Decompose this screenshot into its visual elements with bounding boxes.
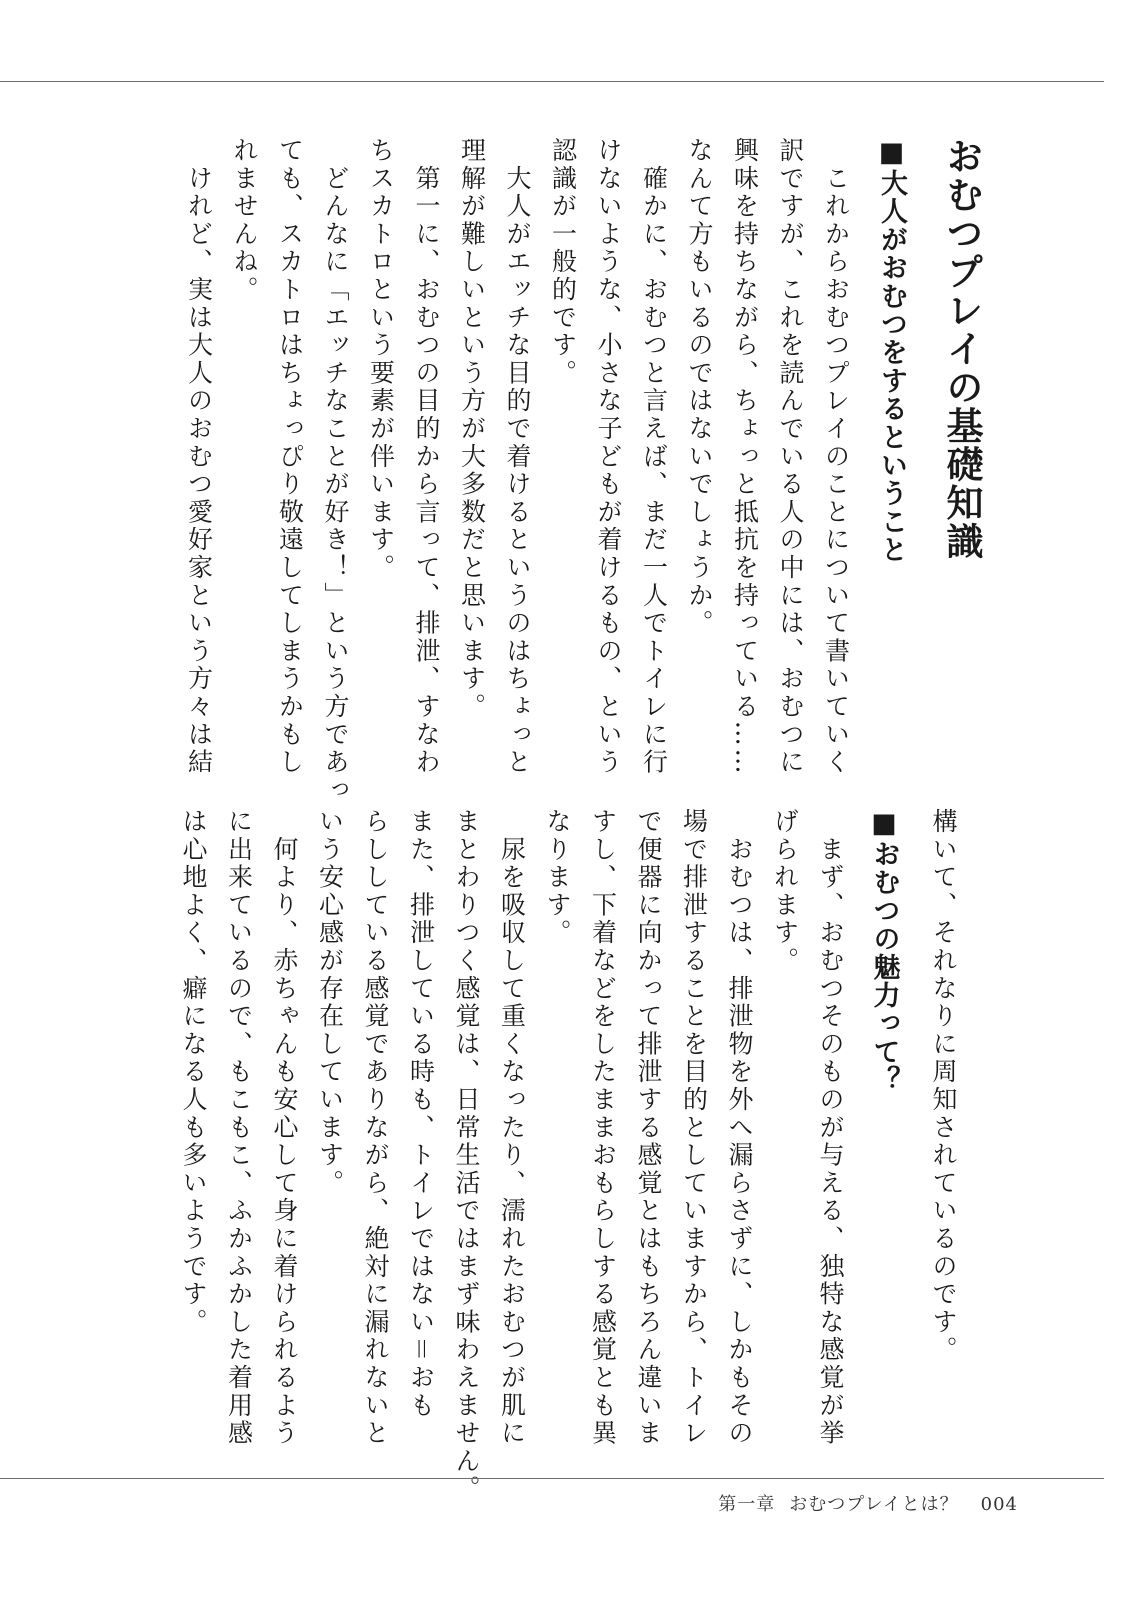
text-line: けれど、実は大人のおむつ愛好家という方々は結 [184,137,214,777]
section-1-block [176,137,992,805]
text-line: けないような、小さな子どもが着けるもの、という [594,137,623,777]
text-line: これからおむつプレイのことについて書いていく [821,137,851,777]
text-line: 何より、赤ちゃんも安心して身に着けられるよう [270,808,299,1448]
text-line: げられます。 [770,808,800,975]
spacer [859,137,869,757]
section-2-block [171,808,967,1503]
spacer [907,808,921,1438]
text-line: なんて方もいるのではないでしょうか。 [685,137,714,638]
text-line: まず、おむつそのものが与える、独特な感覚が挙 [816,808,845,1448]
continuation-line: 構いて、それなりに周知されているのです。 [929,808,958,1364]
text-line: 確かに、おむつと言えば、まだ一人でトイレに行 [639,137,669,777]
section-1-heading: ■大人がおむつをするということ [876,137,907,564]
text-line: いう安心感が存在しています。 [315,808,345,1198]
page-number: 004 [980,1494,1018,1515]
text-line: 訳ですが、これを読んでいる人の中には、おむつに [776,137,805,777]
page-footer [718,1490,1018,1516]
text-line: ても、スカトロはちょっぴり敬遠してしまうかもし [275,137,305,777]
text-line: に出来ているので、もこもこ、ふかふかした着用感 [224,808,254,1448]
spacer [914,137,932,757]
text-line: 興味を持ちながら、ちょっと抵抗を持っている…… [730,137,760,777]
text-line: 大人がエッチな目的で着けるというのはちょっと [503,137,532,777]
text-line: おむつは、排泄物を外へ漏らさずに、しかもその [725,808,754,1448]
text-line: なります。 [543,808,572,947]
bottom-rule [0,1478,1104,1479]
footer-chapter: 第一章 [718,1494,776,1515]
text-line: は心地よく、癖になる人も多いようです。 [179,808,208,1337]
text-line: まとわりつく感覚は、日常生活ではまず味わえません。 [452,808,481,1503]
spacer [853,808,861,1438]
text-line: 第一に、おむつの目的から言って、排泄、すなわ [412,137,441,777]
text-line: すし、下着などをしたままおもらしする感覚とも異 [588,808,618,1448]
text-line: で便器に向かって排泄する感覚とはもちろん違いま [634,808,663,1448]
chapter-title: おむつプレイの基礎知識 [940,137,984,561]
text-line: れませんね。 [230,137,259,304]
footer-chapter-title: おむつプレイとは？ [789,1494,959,1515]
text-line: 尿を吸収して重くなったり、濡れたおむつが肌に [497,808,527,1448]
text-line: らししている感覚でありながら、絶対に漏れないと [361,808,390,1448]
section-2-heading: ■おむつの魅力って？ [868,808,900,1094]
text-line: 認識が一般的です。 [548,137,578,388]
text-line: 場で排泄することを目的としていますから、トイレ [679,808,709,1448]
text-line: どんなに「エッチなことが好き！」という方であっ [321,137,350,805]
top-rule [0,81,1104,82]
text-line: ちスカトロという要素が伴います。 [366,137,396,582]
text-line: 理解が難しいという方が大多数だと思います。 [457,137,487,721]
text-line: また、排泄している時も、トイレではない＝おも [406,808,436,1420]
